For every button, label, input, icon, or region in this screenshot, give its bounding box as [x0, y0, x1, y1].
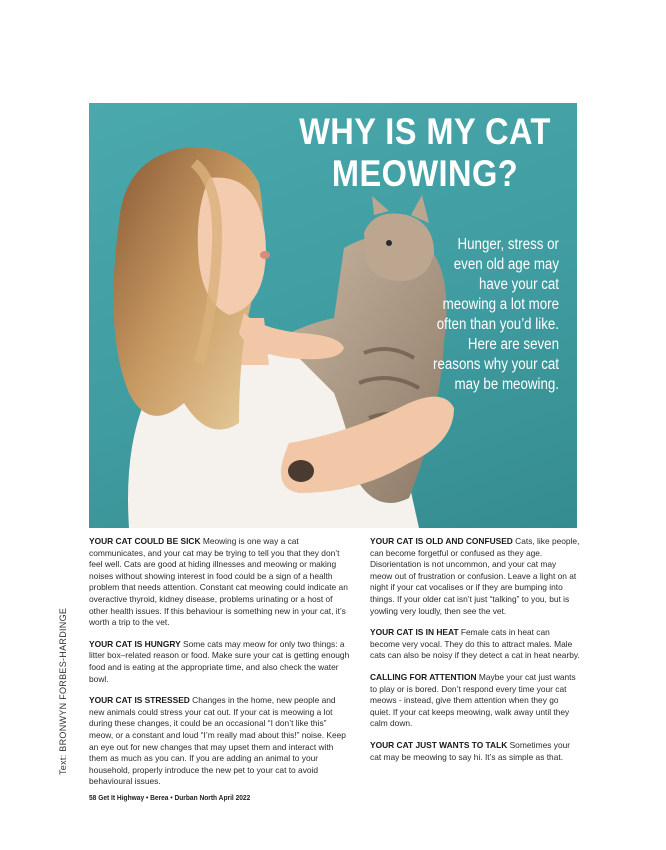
article-subhead: Hunger, stress or even old age may have your cat meowing a lot more often than you’d like. Here are seven reasons why your cat may be meowing. — [433, 236, 559, 393]
section-heading: CALLING FOR ATTENTION — [370, 671, 477, 682]
section-heading: YOUR CAT COULD BE SICK — [89, 536, 201, 546]
page-footer: 58 Get It Highway • Berea • Durban North April 2022 — [89, 793, 251, 802]
section-body: Some cats may meow for only two things: a litter box–related reason or food. Make sure your cat is getting enough food and is eating at the appropriate time, and also check the water bowl. — [89, 638, 350, 684]
section-heading: YOUR CAT IS IN HEAT — [370, 627, 459, 638]
left-column — [89, 536, 351, 798]
author-credit: Text: BRONWYN FORBES-HARDINGE — [58, 607, 68, 775]
section-heading: YOUR CAT IS OLD AND CONFUSED — [370, 536, 513, 546]
section-heading: YOUR CAT JUST WANTS TO TALK — [370, 739, 508, 750]
section-attention — [370, 672, 580, 730]
section-heat — [370, 627, 580, 662]
section-body: Maybe your cat just wants to play or is bored. Don’t respond every time your cat meows - instead, give them attention when they go quiet. If your cat keeps meowing, walk away until they calm down. — [370, 671, 576, 729]
section-body: Sometimes your cat may be meowing to say hi. It’s as simple as that. — [370, 739, 571, 762]
section-stressed — [89, 695, 351, 788]
section-hungry — [89, 639, 351, 685]
section-heading: YOUR CAT IS STRESSED — [89, 695, 190, 706]
section-body: Changes in the home, new people and new animals could stress your cat out. If your cat is meowing a lot during these changes, it could be an occasional “I don’t like this” meow, or a constant and loud “I’m really mad about this!” noise. Keep an eye out for new changes that may upset them and interact with them as much as you can. If you are adding an animal to your household, properly introduce the new pet to your cat to avoid behavioural issues. — [89, 695, 346, 787]
right-column — [370, 536, 580, 773]
section-old — [370, 536, 580, 617]
article-title: WHY IS MY CAT MEOWING? — [299, 111, 551, 194]
section-heading: YOUR CAT IS HUNGRY — [89, 638, 181, 649]
section-talk — [370, 740, 580, 763]
section-body: Meowing is one way a cat communicates, and your cat may be trying to tell you that they don’t feel well. Cats are good at hiding illnesses and meowing or making noises without showing interest in food could be a sign of a health problem that needs attention. Constant cat meowing could indicate an overactive thyroid, kidney disease, problems urinating or a host of other health issues. If this behaviour is something new in your cat, it’s worth a trip to the vet. — [89, 536, 348, 628]
section-body: Female cats in heat can become very vocal. They do this to attract males. Male cats can also be noisy if they detect a cat in heat nearby. — [370, 627, 580, 661]
section-body: Cats, like people, can become forgetful or confused as they age. Disorientation is not uncommon, and your cat may meow out of frustration or confusion. Leave a light on at night if your cat vocalises or if they are bumping into things. If your older cat isn’t just “talking” to you, but is yowling very loudly, then see the vet. — [370, 536, 580, 616]
hero-image — [89, 103, 577, 528]
section-sick — [89, 536, 351, 629]
